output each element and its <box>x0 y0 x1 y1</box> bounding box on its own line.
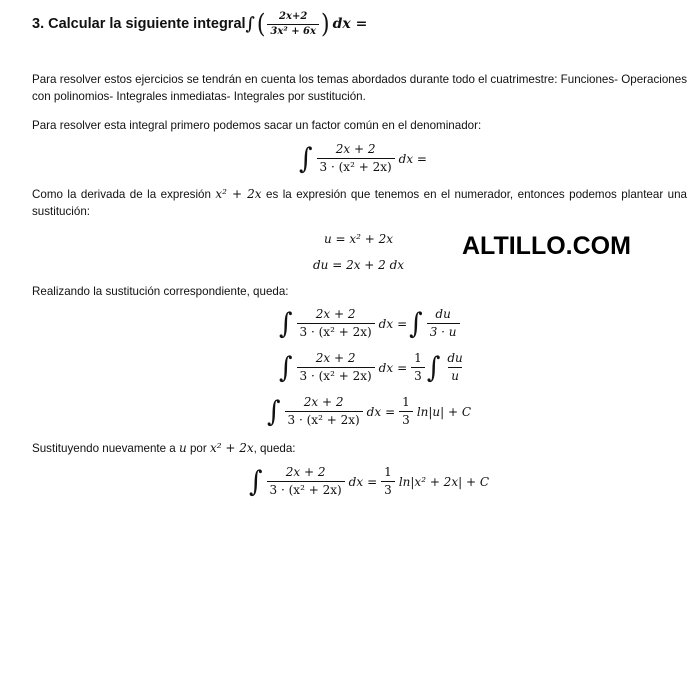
numerator: 2x + 2 <box>335 142 376 156</box>
right-paren: ) <box>320 8 330 39</box>
dx: dx <box>378 360 394 375</box>
fraction <box>317 142 395 175</box>
exercise-title <box>32 8 367 40</box>
denominator-three: 3 <box>411 367 425 384</box>
back-sub-text-c: , queda: <box>253 442 296 455</box>
equals-sign: = <box>367 474 378 489</box>
integral-sign: ∫ <box>245 13 255 34</box>
one-third <box>399 395 413 428</box>
numerator-du: du <box>435 307 451 321</box>
factor-paragraph: Para resolver esta integral primero podemos sacar un factor común en el denominador: <box>32 119 482 132</box>
equals-sign: = <box>397 316 408 331</box>
substitution-paragraph: Realizando la sustitución correspondiente, queda: <box>32 285 289 298</box>
fraction <box>285 395 363 428</box>
du-definition: du = 2x + 2 dx <box>313 258 405 272</box>
numerator-du: du <box>447 351 463 365</box>
integral-sign: ∫ <box>279 351 293 384</box>
one-third <box>381 465 395 498</box>
denominator: 3 · (x² + 2x) <box>297 323 375 340</box>
integral-sign: ∫ <box>279 307 293 340</box>
title-fraction <box>267 11 319 38</box>
back-sub-text-a: Sustituyendo nuevamente a <box>32 442 176 455</box>
inline-u: u <box>178 441 187 455</box>
title-text: 3. Calcular la siguiente integral <box>32 16 246 32</box>
numerator: 2x + 2 <box>303 395 344 409</box>
denominator: 3 · (x² + 2x) <box>317 158 395 175</box>
equation-ln-u <box>267 395 473 428</box>
equation-constant-out <box>279 351 468 384</box>
denominator-3u: 3 · u <box>427 323 460 340</box>
back-sub-text-b: por <box>189 442 207 455</box>
numerator: 2x + 2 <box>285 465 326 479</box>
denominator: 3 · (x² + 2x) <box>297 367 375 384</box>
derivative-paragraph <box>32 186 687 220</box>
left-paren: ( <box>256 8 266 39</box>
inline-expression: x² + 2x <box>215 187 262 201</box>
fraction <box>267 465 345 498</box>
title-dx: dx = <box>332 16 368 32</box>
ln-u-result: ln|u| + C <box>416 404 472 419</box>
equals-sign: = <box>397 360 408 375</box>
title-denominator: 3x² + 6x <box>267 24 319 38</box>
dx-equals: dx = <box>398 151 427 166</box>
denominator: 3 · (x² + 2x) <box>285 411 363 428</box>
integral-sign: ∫ <box>267 395 281 428</box>
numerator-one: 1 <box>384 465 392 479</box>
derivative-text-a: Como la derivada de la expresión <box>32 188 211 201</box>
integral-sign: ∫ <box>426 351 441 384</box>
dx: dx <box>348 474 364 489</box>
numerator: 2x + 2 <box>315 351 356 365</box>
integral-sign: ∫ <box>249 465 263 498</box>
integral-sign: ∫ <box>409 307 423 340</box>
inline-expression: x² + 2x <box>209 441 254 455</box>
numerator: 2x + 2 <box>315 307 356 321</box>
derivative-text-b: es la expresión que tenemos en el numerador, entonces podemos plantear una sustitución: <box>32 188 687 218</box>
dx: dx <box>366 404 382 419</box>
denominator-three: 3 <box>381 481 395 498</box>
numerator-one: 1 <box>414 351 422 365</box>
dx: dx <box>378 316 394 331</box>
back-substitution-paragraph <box>32 440 687 457</box>
denominator: 3 · (x² + 2x) <box>267 481 345 498</box>
numerator-one: 1 <box>402 395 410 409</box>
u-definition: u = x² + 2x <box>324 232 394 246</box>
title-numerator: 2x+2 <box>279 10 308 22</box>
integral-sign: ∫ <box>299 142 313 175</box>
denominator-u: u <box>448 367 462 384</box>
fraction <box>297 307 375 340</box>
equation-final <box>249 465 491 498</box>
one-third <box>411 351 425 384</box>
watermark: ALTILLO.COM <box>462 232 631 260</box>
equation-factored <box>299 142 429 175</box>
fraction-du-u <box>427 307 460 340</box>
fraction <box>297 351 375 384</box>
intro-paragraph: Para resolver estos ejercicios se tendrán en cuenta los temas abordados durante todo el cuatrimestre: Funciones- Operaciones con polinomios- Integrales inmediatas- Integrales por sustitución. <box>32 73 687 103</box>
equation-substituted <box>279 307 462 340</box>
equals-sign: = <box>385 404 396 419</box>
final-result: ln|x² + 2x| + C <box>398 474 489 489</box>
fraction-du-u <box>444 351 465 384</box>
denominator-three: 3 <box>399 411 413 428</box>
